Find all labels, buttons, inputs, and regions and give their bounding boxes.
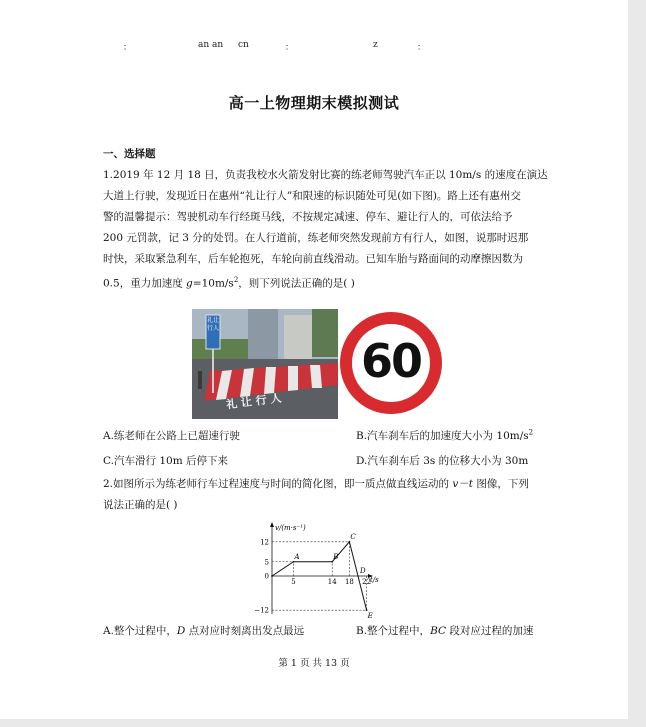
data-point-2 <box>331 561 333 563</box>
speed-limit-value: 60 <box>360 334 421 388</box>
x-tick-22: 22 <box>362 578 372 586</box>
point-label-a: A <box>294 552 300 561</box>
x-tick-14: 14 <box>327 578 337 586</box>
q2-line-1: 2.如图所示为练老师行车过程速度与时间的简化图，即一质点做直线运动的 v－t 图像，下列 <box>103 478 529 490</box>
y-axis-arrow <box>270 522 274 527</box>
header-colon: ： <box>123 43 133 53</box>
y-axis-label: v/(m·s⁻¹) <box>275 524 306 532</box>
q1-line-3: 警的温馨提示：驾驶机动车行经斑马线，不按规定减速、停车、避让行人的，可依法给予 <box>103 211 513 223</box>
question-2 <box>103 474 541 516</box>
header-colon-2: ： <box>285 43 295 53</box>
header-colon-3: ： <box>417 43 427 53</box>
velocity-time-chart <box>248 520 398 621</box>
road-marking-text: 礼 让 行 人 <box>225 391 283 412</box>
viewer-margin-bottom <box>0 719 646 727</box>
q1-option-c: C.汽车滑行 10m 后停下来 <box>103 455 228 467</box>
point-label-d: D <box>360 567 366 575</box>
q2-line-2: 说法正确的是( ) <box>103 499 178 511</box>
y-tick-2: 0 <box>264 572 269 581</box>
point-label-b: B <box>333 552 339 561</box>
y-tick-3: −12 <box>254 606 269 615</box>
x-axis-label: t/s <box>370 576 379 584</box>
data-point-0 <box>271 575 273 577</box>
point-label-e: E <box>367 612 373 621</box>
q1-line-6: 0.5，重力加速度 $g=10m/s^2$，则下列说法正确的是( ) <box>103 276 355 290</box>
speed-limit-sign <box>339 311 443 415</box>
question-1 <box>103 165 548 295</box>
viewer-margin-right <box>628 0 646 727</box>
q1-line-1: 1.2019 年 12 月 18 日，负责我校水火箭发射比赛的练老师驾驶汽车正以 10m/s 的速度在演达 <box>103 169 548 181</box>
crosswalk-photo <box>192 309 338 419</box>
crosswalk-sign-text: 礼让行人 <box>207 317 220 332</box>
header-an: an an <box>198 40 224 50</box>
page-footer: 第 1 页 共 13 页 <box>278 658 350 669</box>
data-point-3 <box>349 541 351 543</box>
x-tick-18: 18 <box>344 578 354 586</box>
header-cn: cn <box>238 40 249 50</box>
q1-option-b: B.汽车刹车后的加速度大小为 $10m/s^2$ <box>356 428 534 442</box>
q2-option-b: B.整个过程中，BC 段对应过程的加速 <box>356 625 534 637</box>
q1-option-a: A.练老师在公路上已超速行驶 <box>103 430 240 442</box>
header-z: z <box>373 40 378 50</box>
page-title: 高一上物理期末模拟测试 <box>228 94 400 112</box>
y-tick-0: 12 <box>260 538 269 547</box>
q2-option-a: A.整个过程中，D 点对应时刻离出发点最远 <box>103 625 305 637</box>
x-tick-5: 5 <box>291 578 296 586</box>
data-point-1 <box>293 561 295 563</box>
q1-line-4: 200 元罚款，记 3 分的处罚。在人行道前，练老师突然发现前方有行人，如图，说那时迟那 <box>103 232 529 244</box>
q1-line-2: 大道上行驶，发现近日在惠州“礼让行人”和限速的标识随处可见(如下图)。路上还有惠州交 <box>103 190 521 202</box>
y-tick-1: 5 <box>264 558 269 567</box>
q1-option-d: D.汽车刹车后 3s 的位移大小为 30m <box>356 455 529 467</box>
section-heading: 一、选择题 <box>103 148 156 160</box>
data-point-4 <box>366 609 368 611</box>
q1-line-5: 时快，采取紧急利车，后车轮抱死，车轮向前直线滑动。已知车胎与路面间的动摩擦因数为 <box>103 253 523 265</box>
point-label-c: C <box>350 532 356 541</box>
